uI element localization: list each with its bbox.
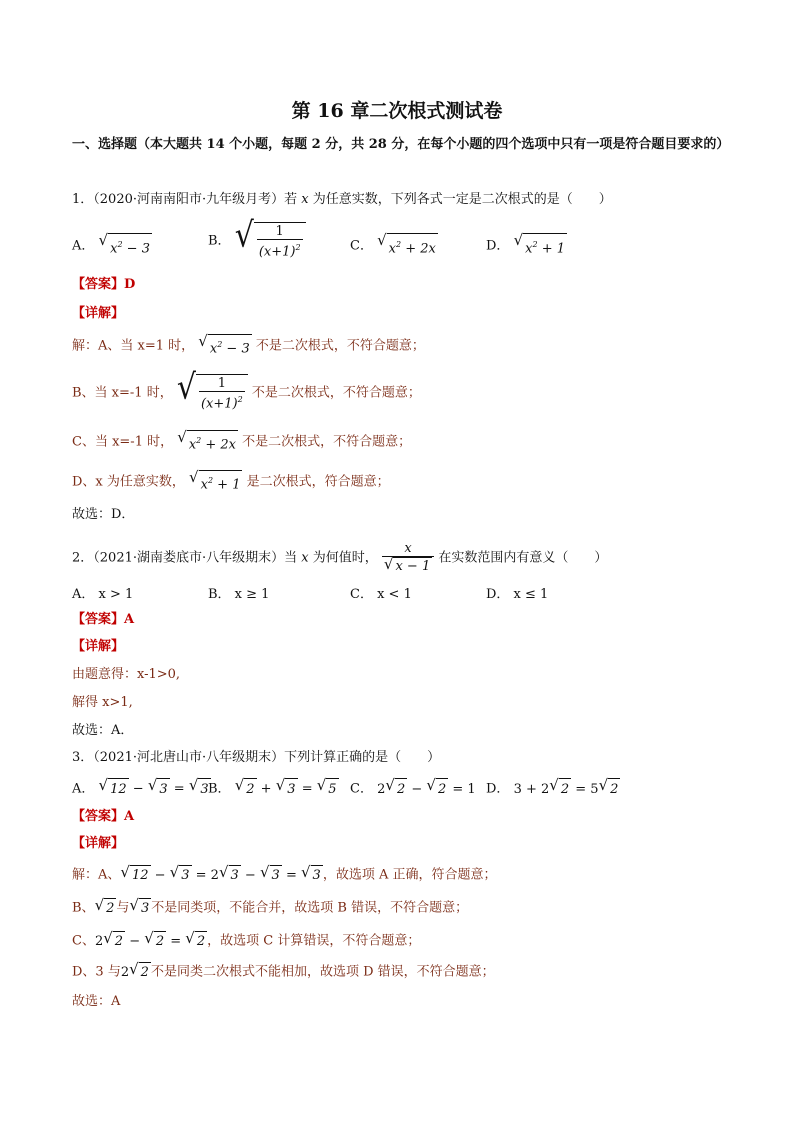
q1-exp-d-pre: D、x 为任意实数， [72, 474, 185, 490]
q3-exp-b-expr-2: √ 3 [129, 896, 150, 916]
q3-exp-b-expr-1: √ 2 [94, 896, 115, 916]
q1-detail-heading: 【详解】 [72, 306, 125, 321]
q3-exp-d-post: 不是同类二次根式不能相加，故选项 D 错误，不符合题意； [150, 964, 495, 980]
q1-exp-c [72, 430, 411, 454]
q1-exp-b-pre: B、当 x=-1 时， [72, 385, 173, 401]
q1-option-b-expr: √ $\frac{1}{(x+1)^2}$ [235, 222, 306, 260]
q1-choose: 故选：D． [72, 507, 135, 522]
q1-exp-a-expr: √ $x^2 - 3$ [198, 332, 250, 357]
q1-option-c-label: C． [350, 238, 373, 254]
q1-exp-d-post: 是二次根式，符合题意； [246, 474, 390, 490]
q1-option-a-label: A． [72, 238, 95, 254]
q1-exp-c-expr: √ $x^2 + 2x$ [177, 428, 237, 453]
q3-exp-c-post: ，故选项 C 计算错误，不符合题意； [207, 933, 421, 949]
q2-option-d[interactable]: D． x ≤ 1 [486, 587, 549, 602]
q3-stem: 3．（2021·河北唐山市·八年级期末）下列计算正确的是（ ） [72, 750, 441, 765]
q1-stem-post: 为任意实数，下列各式一定是二次根式的是（ ） [308, 192, 612, 207]
q2-stem-post: 在实数范围内有意义（ ） [438, 550, 608, 566]
q3-exp-c-expr: 2 √ 2 − √ 2 = √ 2 [94, 929, 206, 949]
q3-exp-b-post: 不是同类项，不能合并，故选项 B 错误，不符合题意； [151, 900, 469, 916]
q2-exp-line-2: 解得 x>1, [72, 695, 133, 710]
q3-option-a-label: A． [72, 781, 95, 797]
q1-option-a[interactable] [72, 233, 152, 259]
q1-stem-var: x [301, 192, 309, 207]
q2-stem [72, 541, 607, 575]
q1-exp-a-pre: 解：A、当 x=1 时， [72, 338, 195, 354]
q3-option-b-expr: √ 2 [235, 778, 257, 800]
q1-option-a-expr: √ $x^2 - 3$ [99, 233, 152, 259]
q3-detail-heading: 【详解】 [72, 836, 125, 851]
q1-answer: 【答案】D [72, 277, 136, 292]
q1-exp-a-post: 不是二次根式，不符合题意； [255, 338, 425, 354]
q3-option-c[interactable] [350, 778, 476, 800]
section-heading: 一、选择题（本大题共 14 个小题，每题 2 分，共 28 分，在每个小题的四个选项中只有一项是符合题目要求的） [72, 137, 730, 152]
q3-option-a-expr: √ 12 [99, 778, 129, 800]
q3-exp-a-expr: √ 12 − √ 3 = 2 √ 3 − √ 3 = √ 3 [120, 863, 321, 883]
q3-answer: 【答案】A [72, 809, 135, 824]
q3-option-b-label: B． [208, 781, 231, 797]
q1-exp-b-post: 不是二次根式，不符合题意； [251, 385, 421, 401]
q2-option-c[interactable]: C． x < 1 [350, 587, 412, 602]
q2-stem-var: x [301, 550, 309, 566]
q3-exp-c-pre: C、 [72, 933, 95, 949]
q3-option-d[interactable] [486, 778, 620, 800]
q3-option-d-label: D． [486, 781, 510, 797]
q1-exp-d-expr: √ $x^2 + 1$ [189, 468, 241, 493]
q3-option-d-expr: 3 + 2 √ 2 = 5 √ 2 [514, 782, 621, 797]
q3-exp-b-pre: B、 [72, 900, 95, 916]
q2-stem-pre: 2．（2021·湖南娄底市·八年级期末）当 [72, 550, 302, 566]
q1-exp-b-expr: √ $\frac{1}{(x+1)^2}$ [177, 374, 248, 412]
q2-option-b[interactable]: B． x ≥ 1 [208, 587, 270, 602]
q1-option-d-label: D． [486, 238, 510, 254]
q1-stem [72, 191, 612, 209]
q3-exp-a [72, 865, 496, 885]
q2-stem-mid: 为何值时， [308, 550, 378, 566]
q3-option-c-expr: 2 √ 2 − √ 2 = 1 [377, 782, 476, 797]
q2-stem-fraction: x √ x − 1 [382, 541, 434, 575]
q1-option-c[interactable] [350, 233, 438, 259]
q2-choose: 故选：A． [72, 723, 134, 738]
q1-stem-pre: 1．（2020·河南南阳市·九年级月考）若 [72, 192, 302, 207]
q1-option-b[interactable] [208, 215, 306, 260]
q1-exp-a [72, 334, 425, 358]
q3-exp-a-post: ，故选项 A 正确，符合题意； [322, 867, 497, 883]
q1-option-b-label: B． [208, 233, 231, 249]
q1-option-c-expr: √ $x^2 + 2x$ [377, 233, 438, 259]
q1-option-d[interactable] [486, 233, 567, 259]
q3-option-c-label: C． [350, 781, 373, 797]
q3-option-b[interactable]: B． √ 2 + √ 3 = √ 5 [208, 778, 339, 800]
q3-exp-d [72, 962, 495, 982]
q2-detail-heading: 【详解】 [72, 639, 125, 654]
q3-exp-a-pre: 解：A、 [72, 867, 121, 883]
q2-option-a[interactable]: A． x > 1 [72, 587, 134, 602]
q1-exp-d [72, 470, 390, 494]
q3-exp-d-pre: D、3 与 [72, 964, 121, 980]
q3-exp-d-expr: 2 √ 2 [120, 960, 149, 980]
q1-exp-b [72, 367, 421, 412]
page-title: 第 16 章二次根式测试卷 [291, 100, 503, 122]
q2-exp-line-1: 由题意得：x-1>0, [72, 667, 181, 682]
q3-option-a[interactable]: A． √ 12 − √ 3 = √ 3 [72, 778, 211, 800]
q3-choose: 故选：A [72, 994, 121, 1009]
q3-exp-b-mid: 与 [116, 900, 130, 916]
q1-option-d-expr: √ $x^2 + 1$ [514, 233, 567, 259]
q3-exp-c [72, 931, 420, 951]
q1-exp-c-pre: C、当 x=-1 时， [72, 434, 174, 450]
q3-exp-b [72, 898, 468, 918]
q1-exp-c-post: 不是二次根式，不符合题意； [242, 434, 412, 450]
q2-answer: 【答案】A [72, 612, 135, 627]
